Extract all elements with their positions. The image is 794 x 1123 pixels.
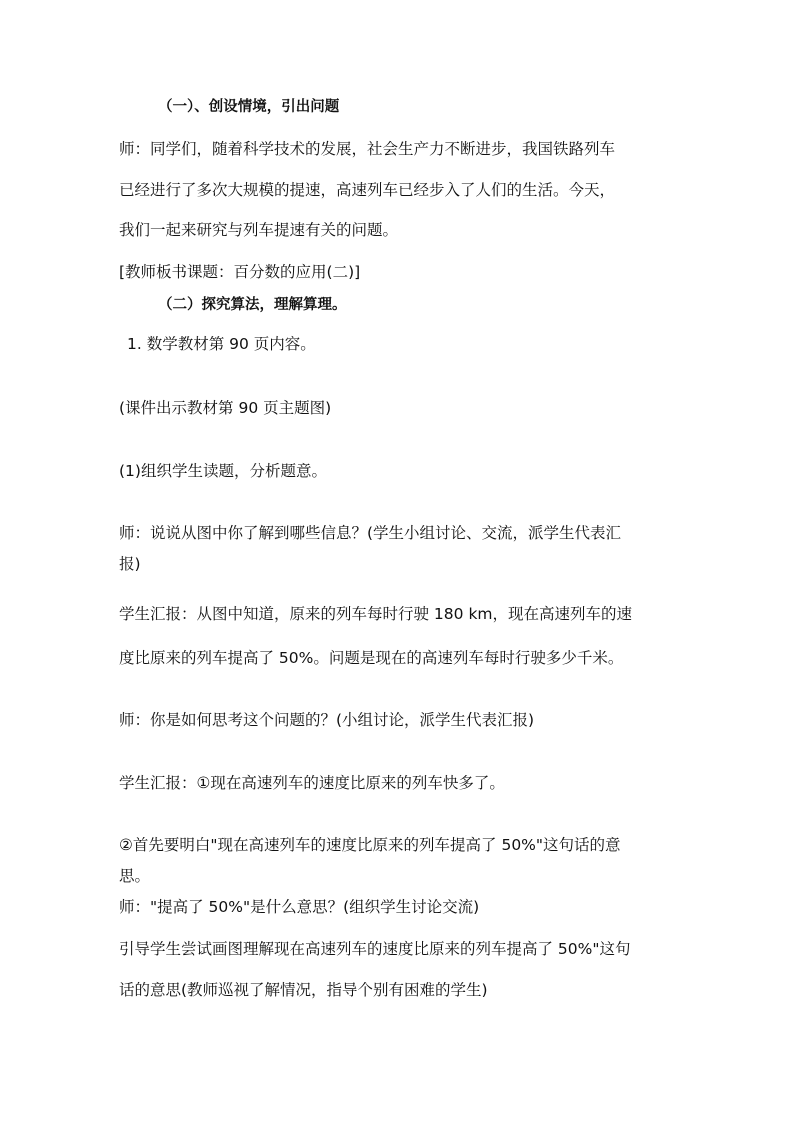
- section-heading-2: （二）探究算法，理解算理。: [158, 297, 347, 313]
- paragraph-line: 师：说说从图中你了解到哪些信息？(学生小组讨论、交流，派学生代表汇: [119, 524, 622, 542]
- paragraph-line: 思。: [119, 867, 151, 885]
- paragraph-line: ②首先要明白"现在高速列车的速度比原来的列车提高了 50%"这句话的意: [119, 836, 621, 854]
- list-item-1: 1. 数学教材第 90 页内容。: [127, 335, 316, 353]
- paragraph-line: 我们一起来研究与列车提速有关的问题。: [119, 221, 399, 239]
- paragraph-line: 报): [119, 555, 141, 573]
- paragraph-line: (1)组织学生读题，分析题意。: [119, 462, 327, 480]
- paragraph-line: 话的意思(教师巡视了解情况，指导个别有困难的学生): [119, 981, 488, 999]
- paragraph-line: (课件出示教材第 90 页主题图): [119, 399, 332, 417]
- section-heading-1: （一）、创设情境，引出问题: [158, 99, 340, 115]
- paragraph-line: 学生汇报：①现在高速列车的速度比原来的列车快多了。: [119, 774, 505, 792]
- paragraph-line: 度比原来的列车提高了 50%。问题是现在的高速列车每时行驶多少千米。: [119, 649, 624, 667]
- paragraph-line: 师：同学们，随着科学技术的发展，社会生产力不断进步，我国铁路列车: [119, 140, 616, 158]
- paragraph-line: 师："提高了 50%"是什么意思？(组织学生讨论交流): [119, 898, 480, 916]
- paragraph-line: 引导学生尝试画图理解现在高速列车的速度比原来的列车提高了 50%"这句: [119, 940, 631, 958]
- paragraph-line: 已经进行了多次大规模的提速，高速列车已经步入了人们的生活。今天，: [119, 181, 616, 199]
- board-title-line: [教师板书课题：百分数的应用(二)]: [119, 263, 361, 281]
- paragraph-line: 师：你是如何思考这个问题的？(小组讨论，派学生代表汇报): [119, 711, 535, 729]
- paragraph-line: 学生汇报：从图中知道，原来的列车每时行驶 180 km，现在高速列车的速: [119, 605, 633, 623]
